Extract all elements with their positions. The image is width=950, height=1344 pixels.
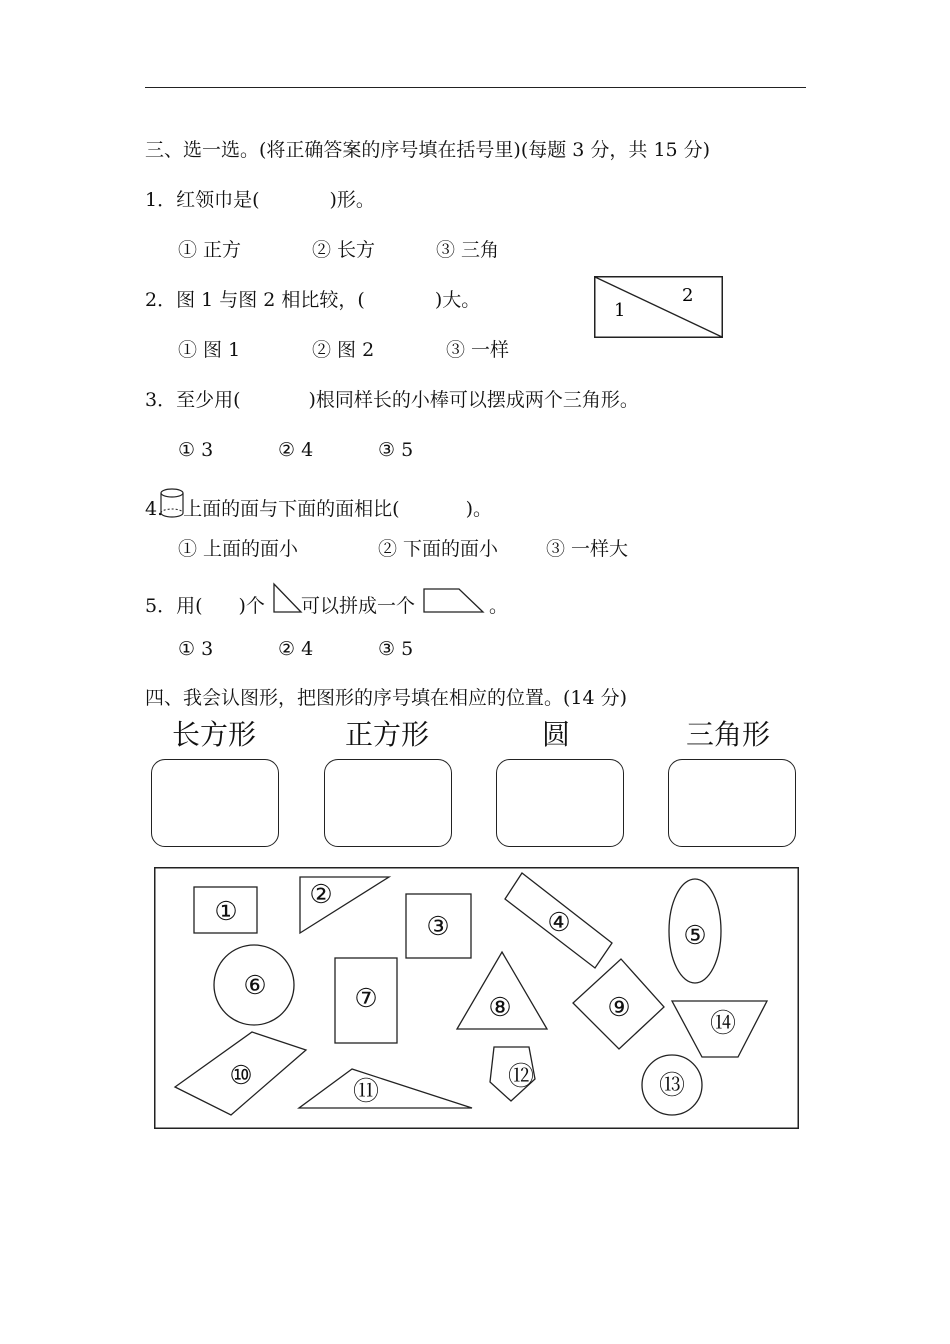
q1-number: 1．: [145, 189, 177, 211]
q1-text-a: 红领巾是(: [176, 189, 260, 211]
shape-label-7: ⑦: [354, 984, 378, 1014]
shape-label-3: ③: [426, 912, 450, 942]
cylinder-icon: [159, 487, 185, 519]
q3-option-1[interactable]: ① 3: [178, 439, 214, 461]
category-label-triangle: 三角形: [685, 718, 770, 751]
shape-label-10: ⑩: [229, 1061, 253, 1091]
q2-number: 2．: [145, 289, 177, 311]
shape-label-2: ②: [309, 880, 333, 910]
shape-label-1: ①: [214, 897, 238, 927]
shape-label-13: ⑬: [658, 1071, 686, 1101]
q1-option-3[interactable]: ③ 三角: [436, 239, 500, 261]
q5-text-b: )个: [238, 595, 265, 617]
q2-option-1[interactable]: ① 图 1: [178, 339, 241, 361]
section3-heading: 三、选一选。(将正确答案的序号填在括号里)(每题 3 分，共 15 分): [145, 139, 711, 161]
shape-11-triangle: [299, 1069, 472, 1108]
right-triangle-icon: [271, 582, 305, 616]
question-2: [145, 288, 480, 312]
q3-text-b: )根同样长的小棒可以摆成两个三角形。: [308, 389, 639, 411]
q2-fig-label-2: 2: [682, 285, 694, 306]
q5-text-a: 用(: [176, 595, 203, 617]
q3-option-2[interactable]: ② 4: [278, 439, 314, 461]
q2-divided-rectangle-figure: [594, 276, 723, 338]
q4-option-3[interactable]: ③ 一样大: [546, 538, 629, 560]
shape-label-5: ⑤: [683, 921, 707, 951]
q4-option-2[interactable]: ② 下面的面小: [378, 538, 499, 560]
answer-box-circle[interactable]: [496, 759, 624, 847]
q3-option-3[interactable]: ③ 5: [378, 439, 414, 461]
q3-text-a: 至少用(: [176, 389, 241, 411]
shape-label-14: ⑭: [709, 1009, 737, 1039]
question-4: [145, 487, 492, 521]
q5-text-c: 可以拼成一个: [300, 595, 415, 617]
q2-text-b: )大。: [434, 289, 481, 311]
shape-label-6: ⑥: [243, 971, 267, 1001]
answer-box-triangle[interactable]: [668, 759, 796, 847]
q2-option-3[interactable]: ③ 一样: [446, 339, 510, 361]
question-1: [145, 188, 375, 212]
shape-label-12: ⑫: [507, 1062, 535, 1092]
question-3: [145, 388, 639, 412]
trapezoid-icon: [421, 586, 489, 616]
q5-option-1[interactable]: ① 3: [178, 638, 214, 660]
q2-text-a: 图 1 与图 2 相比较，(: [176, 289, 365, 311]
category-label-square: 正方形: [344, 718, 429, 751]
q3-number: 3．: [145, 389, 177, 411]
q2-fig-label-1: 1: [614, 300, 626, 321]
q4-text-a: 上面的面与下面的面相比(: [183, 498, 400, 520]
q4-number: 4.: [145, 498, 164, 520]
q5-number: 5．: [145, 595, 177, 617]
question-5: [145, 582, 508, 618]
q1-option-1[interactable]: ① 正方: [178, 239, 242, 261]
shape-label-8: ⑧: [488, 993, 512, 1023]
q5-option-2[interactable]: ② 4: [278, 638, 314, 660]
q4-text-b: )。: [465, 498, 492, 520]
shape-label-4: ④: [547, 908, 571, 938]
header-rule: [145, 87, 806, 88]
q2-option-2[interactable]: ② 图 2: [312, 339, 375, 361]
shapes-panel: [154, 867, 799, 1129]
q1-option-2[interactable]: ② 长方: [312, 239, 376, 261]
q5-option-3[interactable]: ③ 5: [378, 638, 414, 660]
q1-text-b: )形。: [329, 189, 375, 211]
q4-option-1[interactable]: ① 上面的面小: [178, 538, 299, 560]
section4-heading: 四、我会认图形，把图形的序号填在相应的位置。(14 分): [145, 687, 628, 709]
answer-box-square[interactable]: [324, 759, 452, 847]
category-label-circle: 圆: [541, 718, 570, 751]
category-label-rectangle: 长方形: [171, 718, 256, 751]
q5-text-d: 。: [488, 595, 508, 617]
shape-label-11: ⑪: [352, 1077, 380, 1107]
shape-label-9: ⑨: [607, 993, 631, 1023]
answer-box-rectangle[interactable]: [151, 759, 279, 847]
